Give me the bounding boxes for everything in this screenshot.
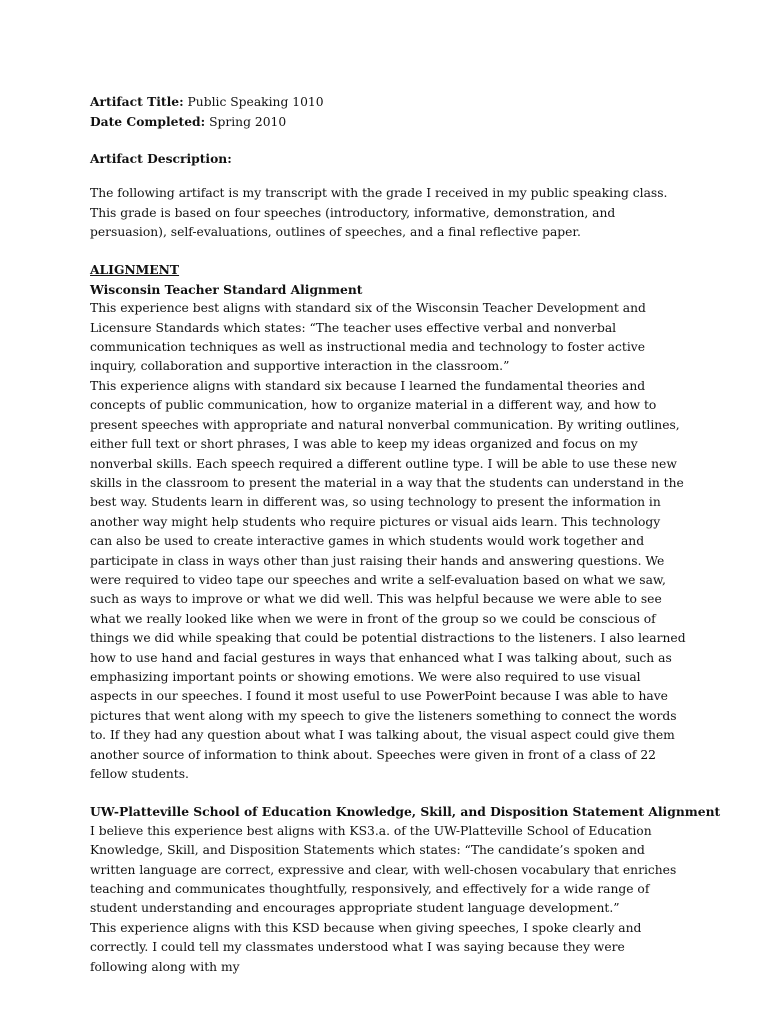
uwp-ksd-heading: UW-Platteville School of Education Knowledge, Skill, and Disposition Statement Alignment — [90, 804, 721, 820]
spacer — [90, 168, 686, 184]
spacer — [90, 133, 686, 149]
artifact-title-label: Artifact Title: — [90, 94, 184, 109]
artifact-description-paragraph: The following artifact is my transcript with the grade I received in my public speaking class. This grade is based on four speeches (introductory, informative, demonstration, and persuasion), self-evaluations, outlines of speeches, and a final reflective paper. — [90, 186, 668, 240]
artifact-title-value: Public Speaking 1010 — [183, 95, 324, 109]
wisconsin-standard-paragraph: This experience best aligns with standard six of the Wisconsin Teacher Development and Licensure Standards which states: “The teacher uses effective verbal and nonverbal communication techniques as well as instructional media and technology to foster active inquiry, collaboration and supportive interaction in the classroom.” — [90, 301, 646, 374]
artifact-description-heading: Artifact Description: — [90, 150, 232, 166]
spacer — [90, 784, 686, 802]
date-completed-line — [90, 112, 686, 132]
document-page — [90, 92, 721, 977]
uwp-statement-paragraph: I believe this experience best aligns with KS3.a. of the UW-Platteville School of Education Knowledge, Skill, and Disposition Statements which states: “The candidate’s spoken and written language are correct, expressive and clear, with well-chosen vocabulary that enriches teaching and communicates thoughtfully, responsively, and effectively for a wide range of student understanding and encourages appropriate student language development.” — [90, 823, 677, 916]
date-completed-value: Spring 2010 — [205, 115, 287, 130]
spacer — [90, 242, 686, 260]
date-completed-label: Date Completed: — [90, 114, 206, 130]
artifact-title-line — [90, 92, 686, 112]
uwp-explanation-paragraph: This experience aligns with this KSD because when giving speeches, I spoke clearly and correctly. I could tell my classmates understood what I was saying because they were following along with my — [90, 920, 642, 974]
alignment-heading: ALIGNMENT — [90, 262, 180, 278]
wisconsin-standard-heading: Wisconsin Teacher Standard Alignment — [90, 281, 363, 297]
wisconsin-explanation-paragraph: This experience aligns with standard six because I learned the fundamental theories and concepts of public communication, how to organize material in a different way, and how to present speeches with appropriate and natural nonverbal communication. By writing outlines, either full text or short phrases, I was able to keep my ideas organized and focus on my nonverbal skills. Each speech required a different outline type. I will be able to use these new skills in the classroom to present the material in a way that the students can understand in the best way. Students learn in different was, so using technology to present the information in another way might help students who require pictures or visual aids learn. This technology can also be used to create interactive games in which students would work together and participate in class in ways other than just raising their hands and answering questions. We were required to video tape our speeches and write a self-evaluation based on what we saw, such as ways to improve or what we did well. This was helpful because we were able to see what we really looked like when we were in front of the group so we could be conscious of things we did while speaking that could be potential distractions to the listeners. I also learned how to use hand and facial gestures in ways that enhanced what I was talking about, such as emphasizing important points or showing emotions. We were also required to use visual aspects in our speeches. I found it most useful to use PowerPoint because I was able to have pictures that went along with my speech to give the listeners something to connect the words to. If they had any question about what I was talking about, the visual aspect could give them another source of information to think about. Speeches were given in front of a class of 22 fellow students. — [90, 378, 686, 781]
